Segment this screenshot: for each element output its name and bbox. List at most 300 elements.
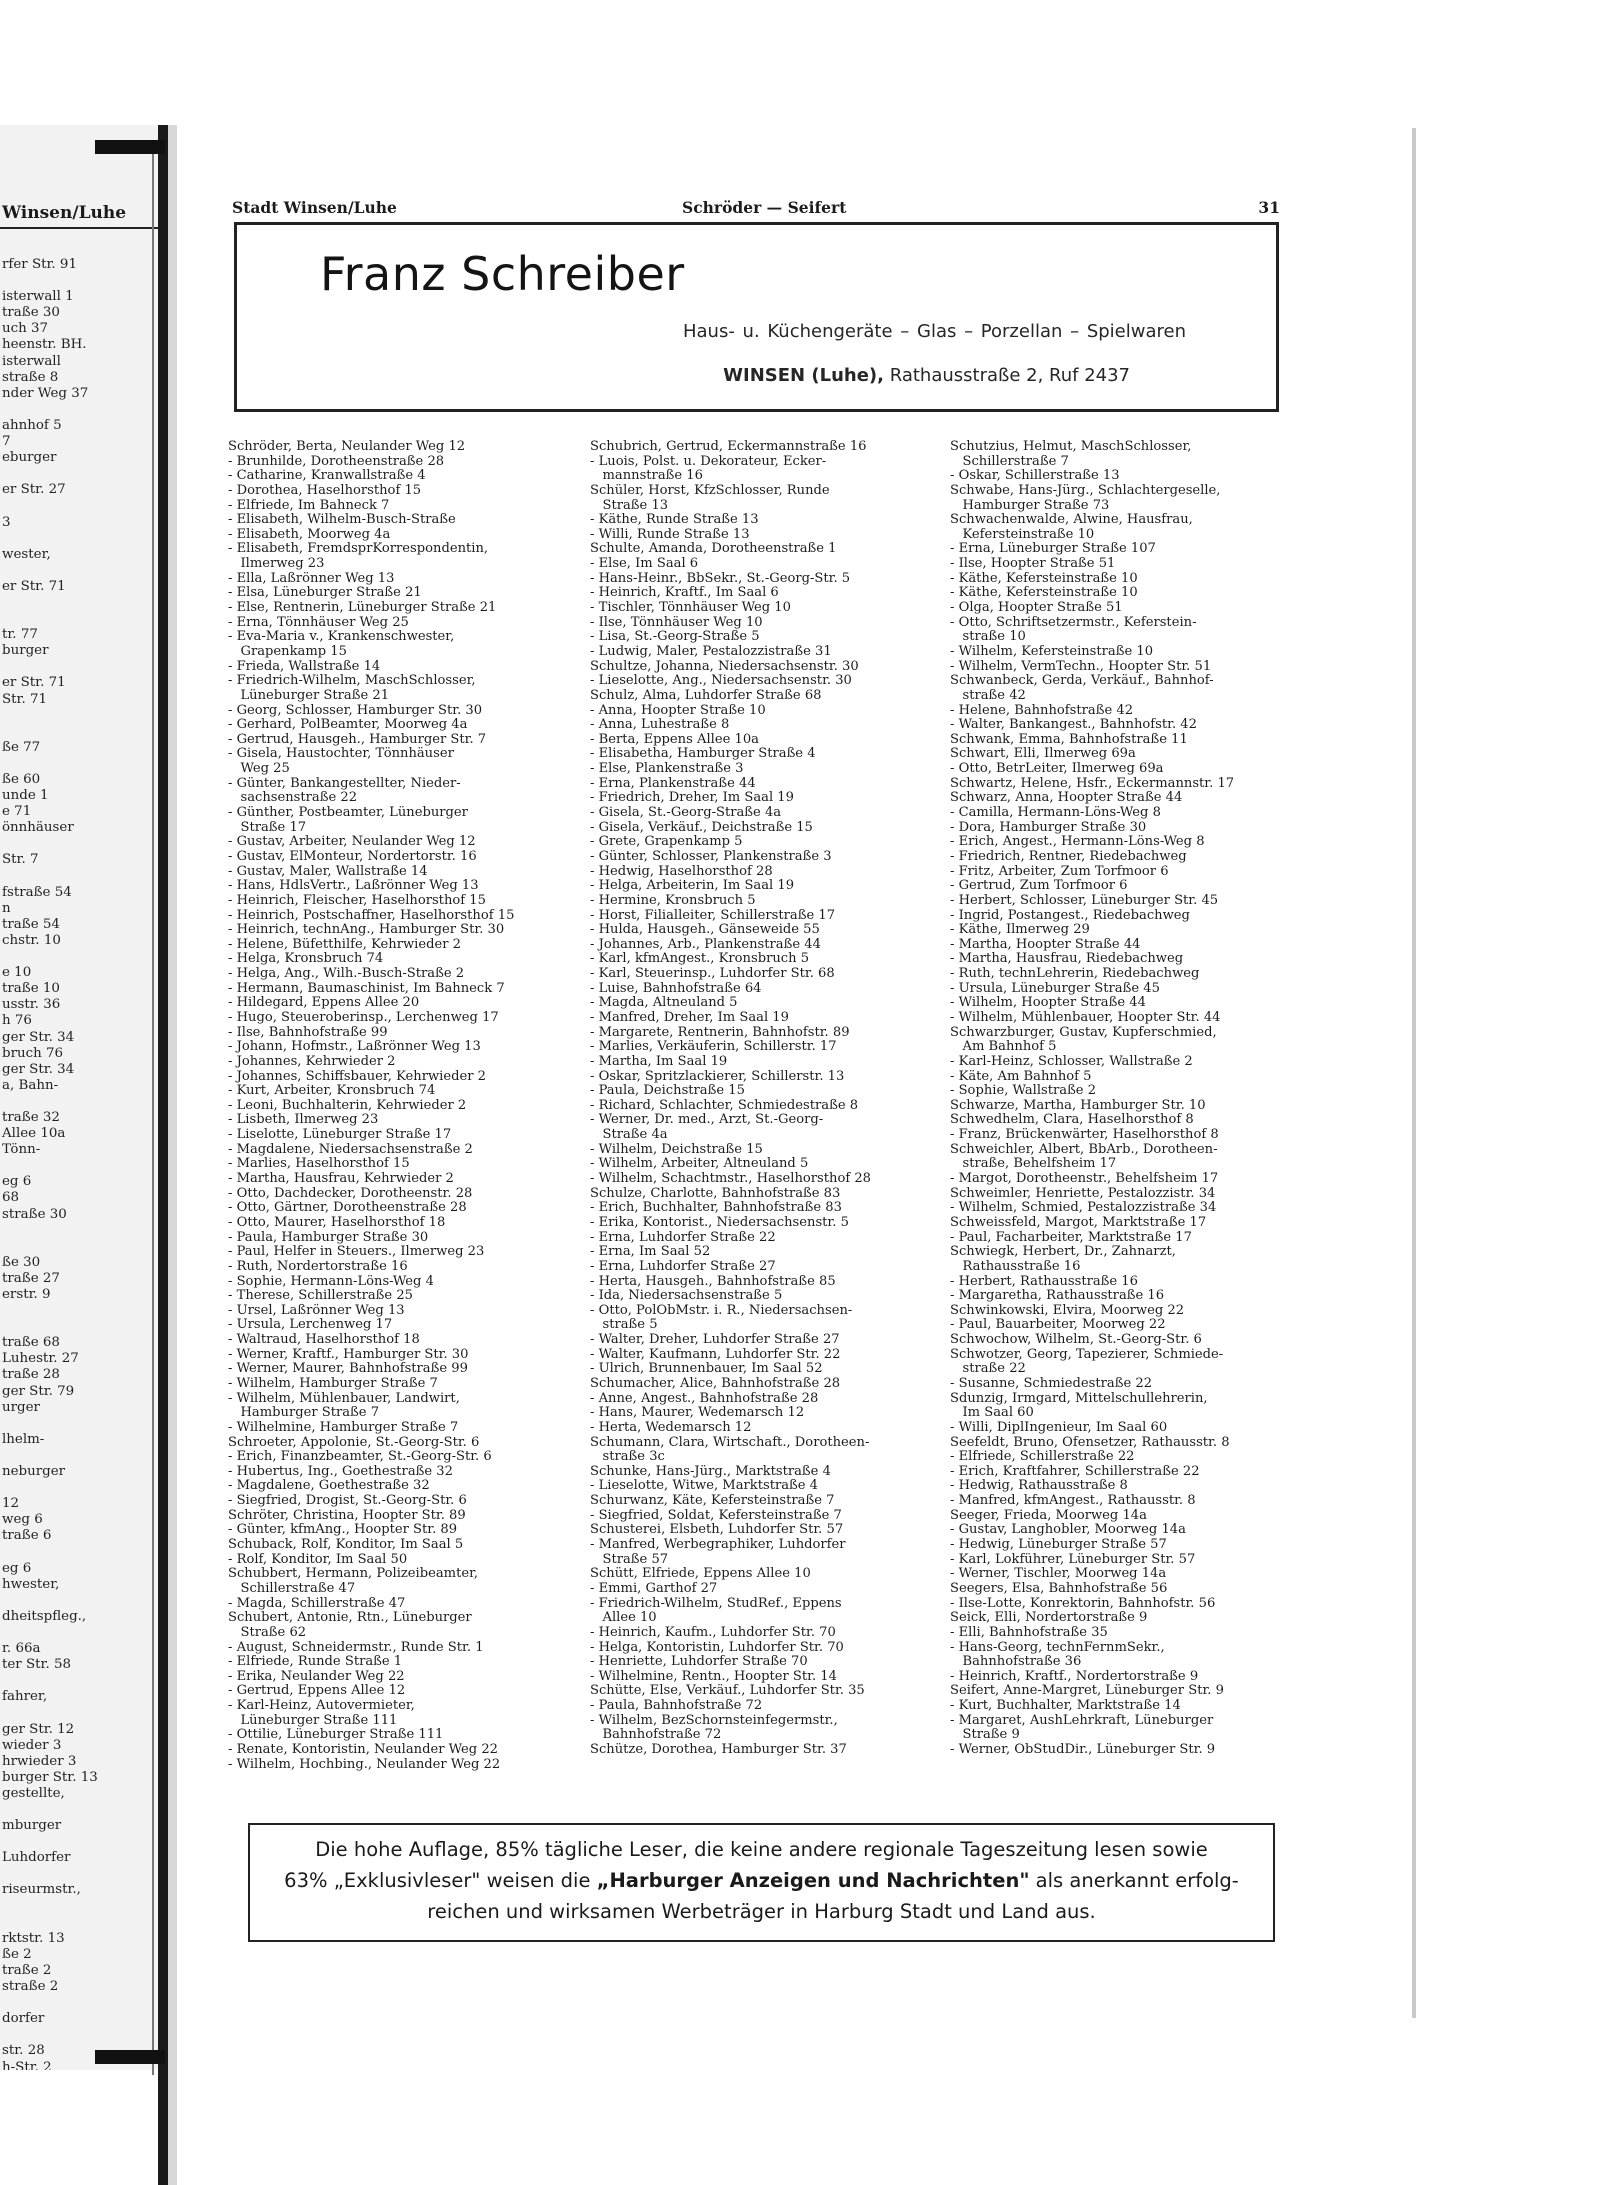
directory-entry: - Karl, Steuerinsp., Luhdorfer Str. 68: [590, 967, 835, 982]
directory-entry: - Tischler, Tönnhäuser Weg 10: [590, 601, 791, 616]
directory-entry: - Fritz, Arbeiter, Zum Torfmoor 6: [950, 864, 1169, 879]
adjacent-page-line: riseurmstr.,: [2, 1882, 81, 1898]
adjacent-page-line: wieder 3: [2, 1737, 62, 1753]
directory-entry: - Käthe, Kefersteinstraße 10: [950, 571, 1138, 586]
directory-entry: Lüneburger Straße 111: [228, 1713, 398, 1728]
adjacent-page-line: eg 6: [2, 1560, 32, 1576]
directory-entry: - Erna, Luhdorfer Straße 27: [590, 1259, 776, 1274]
directory-entry: - Magda, Schillerstraße 47: [228, 1596, 406, 1611]
adjacent-page-line: [2, 1094, 98, 1110]
adjacent-page-line: weg 6: [2, 1512, 43, 1528]
directory-entry: Schwarzburger, Gustav, Kupferschmied,: [950, 1025, 1217, 1040]
directory-entry: - Margaretha, Rathausstraße 16: [950, 1289, 1165, 1304]
directory-entry: sachsenstraße 22: [228, 791, 358, 806]
adjacent-page-line: ger Str. 34: [2, 1029, 75, 1045]
directory-entry: - Camilla, Hermann-Löns-Weg 8: [950, 806, 1161, 821]
directory-entry: - Heinrich, technAng., Hamburger Str. 30: [228, 923, 505, 938]
directory-entry: - Wilhelm, Mühlenbauer, Landwirt,: [228, 1391, 460, 1406]
binding-gutter: [158, 125, 168, 2185]
directory-entry: Schröder, Berta, Neulander Weg 12: [228, 440, 466, 454]
directory-entry: - Hans, Maurer, Wedemarsch 12: [590, 1406, 805, 1421]
directory-entry: - Herta, Hausgeh., Bahnhofstraße 85: [590, 1274, 836, 1289]
directory-entry: - Eva-Maria v., Krankenschwester,: [228, 630, 455, 645]
directory-entry: - Johann, Hofmstr., Laßrönner Weg 13: [228, 1040, 481, 1055]
directory-entry: - Ilse, Hoopter Straße 51: [950, 557, 1116, 572]
directory-entry: - Georg, Schlosser, Hamburger Str. 30: [228, 703, 483, 718]
adjacent-page-line: Tönn-: [2, 1142, 41, 1158]
binding-clip-bottom: [95, 2050, 165, 2064]
directory-entry: - Hedwig, Haselhorsthof 28: [590, 864, 773, 879]
directory-entry: Schwartz, Helene, Hsfr., Eckermannstr. 17: [950, 776, 1235, 791]
ad-products: Haus- u. Küchengeräte – Glas – Porzellan – Spielwaren: [682, 321, 1186, 342]
adjacent-page-line: fahrer,: [2, 1689, 48, 1705]
directory-entry: - Gustav, Arbeiter, Neulander Weg 12: [228, 835, 476, 850]
binding-shadow: [168, 125, 177, 2185]
directory-entry: - Friedrich-Wilhelm, StudRef., Eppens: [590, 1596, 842, 1611]
directory-entry: - Elfriede, Runde Straße 1: [228, 1655, 403, 1670]
adjacent-page-line: str. 28: [2, 2043, 45, 2059]
directory-entry: - Dora, Hamburger Straße 30: [950, 820, 1147, 835]
adjacent-page-line: 3: [2, 514, 11, 530]
directory-column-1: [228, 440, 570, 1772]
directory-entry: Schweissfeld, Margot, Marktstraße 17: [950, 1215, 1207, 1230]
directory-entry: - Wilhelmine, Rentn., Hoopter Str. 14: [590, 1669, 837, 1684]
directory-entry: - Helene, Büfetthilfe, Kehrwieder 2: [228, 937, 461, 952]
directory-entry: - Manfred, Dreher, Im Saal 19: [590, 1010, 789, 1025]
directory-entry: Rathausstraße 16: [950, 1259, 1081, 1274]
adjacent-page-fragment: [0, 125, 158, 2070]
directory-entry: - Ursula, Lüneburger Straße 45: [950, 981, 1160, 996]
directory-entry: Schulz, Alma, Luhdorfer Straße 68: [590, 688, 822, 703]
directory-entry: - Margot, Dorotheenstr., Behelfsheim 17: [950, 1172, 1219, 1187]
directory-entry: - Willi, Runde Straße 13: [590, 527, 750, 542]
adjacent-page-line: [2, 1995, 98, 2011]
directory-entry: - Emmi, Garthof 27: [590, 1581, 718, 1596]
adjacent-page-line: eg 6: [2, 1174, 32, 1190]
directory-entry: - Sophie, Wallstraße 2: [950, 1084, 1097, 1099]
directory-entry: - Ingrid, Postangest., Riedebachweg: [950, 908, 1190, 923]
adjacent-page-line: gestellte,: [2, 1785, 65, 1801]
directory-entry: - Sophie, Hermann-Löns-Weg 4: [228, 1274, 434, 1289]
directory-column-2: [590, 440, 935, 1758]
directory-entry: Schubrich, Gertrud, Eckermannstraße 16: [590, 440, 867, 454]
page-number: 31: [1258, 198, 1280, 217]
directory-entry: - Werner, Maurer, Bahnhofstraße 99: [228, 1362, 468, 1377]
directory-entry: Schwarze, Martha, Hamburger Str. 10: [950, 1098, 1206, 1113]
directory-entry: - Helga, Ang., Wilh.-Busch-Straße 2: [228, 967, 465, 982]
adjacent-page-line: ße 77: [2, 739, 41, 755]
adjacent-page-line: [2, 708, 98, 724]
adjacent-page-line: ahnhof 5: [2, 417, 62, 433]
directory-entry: Straße 57: [590, 1552, 669, 1567]
directory-entry: - Hedwig, Rathausstraße 8: [950, 1479, 1128, 1494]
directory-entry: Straße 9: [950, 1728, 1020, 1743]
directory-entry: - Friedrich-Wilhelm, MaschSchlosser,: [228, 674, 476, 689]
adjacent-page-line: heenstr. BH.: [2, 337, 87, 353]
adjacent-page-line: rfer Str. 91: [2, 257, 77, 272]
directory-entry: - Wilhelmine, Hamburger Straße 7: [228, 1420, 459, 1435]
directory-entry: - Luois, Polst. u. Dekorateur, Ecker-: [590, 454, 827, 469]
directory-entry: Schwart, Elli, Ilmerweg 69a: [950, 747, 1136, 762]
directory-entry: - Günter, kfmAng., Hoopter Str. 89: [228, 1523, 458, 1538]
directory-entry: - Gisela, Haustochter, Tönnhäuser: [228, 747, 454, 762]
adjacent-page-line: [2, 466, 98, 482]
directory-entry: - Wilhelm, Arbeiter, Altneuland 5: [590, 1157, 809, 1172]
directory-entry: - Wilhelm, Kefersteinstraße 10: [950, 644, 1154, 659]
directory-entry: - Paul, Facharbeiter, Marktstraße 17: [950, 1230, 1192, 1245]
directory-entry: - Hans-Georg, technFernmSekr.,: [950, 1640, 1165, 1655]
adjacent-page-line: urger: [2, 1399, 40, 1415]
directory-entry: - Ilse, Tönnhäuser Weg 10: [590, 615, 763, 630]
directory-entry: - Erna, Im Saal 52: [590, 1245, 711, 1260]
adjacent-page-line: e 71: [2, 804, 32, 820]
adjacent-page-line: ße 30: [2, 1254, 41, 1270]
directory-entry: - Helene, Bahnhofstraße 42: [950, 703, 1134, 718]
adjacent-page-line: e 10: [2, 965, 32, 981]
directory-entry: - Karl-Heinz, Schlosser, Wallstraße 2: [950, 1054, 1193, 1069]
directory-entry: Schwachenwalde, Alwine, Hausfrau,: [950, 513, 1193, 528]
directory-entry: - Margarete, Rentnerin, Bahnhofstr. 89: [590, 1025, 850, 1040]
directory-entry: - Olga, Hoopter Straße 51: [950, 601, 1123, 616]
directory-entry: Schwank, Emma, Bahnhofstraße 11: [950, 732, 1188, 747]
adjacent-page-line: ße 2: [2, 1946, 32, 1962]
directory-entry: - Anna, Luhestraße 8: [590, 718, 730, 733]
directory-entry: - Käthe, Ilmerweg 29: [950, 923, 1090, 938]
directory-entry: - Ursel, Laßrönner Weg 13: [228, 1303, 405, 1318]
directory-entry: - Marlies, Haselhorsthof 15: [228, 1157, 410, 1172]
ad-street-phone: Rathausstraße 2, Ruf 2437: [883, 365, 1130, 386]
directory-entry: - Manfred, Werbegraphiker, Luhdorfer: [590, 1538, 846, 1553]
directory-entry: - Wilhelm, Deichstraße 15: [590, 1142, 763, 1157]
directory-entry: - Martha, Hausfrau, Riedebachweg: [950, 952, 1184, 967]
directory-entry: - Gustav, Langhobler, Moorweg 14a: [950, 1523, 1186, 1538]
directory-entry: Schutzius, Helmut, MaschSchlosser,: [950, 440, 1192, 454]
directory-entry: - Hildegard, Eppens Allee 20: [228, 996, 420, 1011]
directory-entry: - Elisabeth, FremdsprKorrespondentin,: [228, 542, 489, 557]
adjacent-page-line: uch 37: [2, 321, 49, 337]
directory-entry: - Walter, Kaufmann, Luhdorfer Str. 22: [590, 1347, 841, 1362]
adjacent-page-line: [2, 611, 98, 627]
adjacent-page-line: rktstr. 13: [2, 1930, 65, 1946]
directory-entry: - Margaret, AushLehrkraft, Lüneburger: [950, 1713, 1214, 1728]
directory-entry: - Käthe, Runde Straße 13: [590, 513, 759, 528]
directory-column-3: [950, 440, 1280, 1758]
directory-entry: straße 22: [950, 1362, 1026, 1377]
adjacent-page-line: neburger: [2, 1464, 66, 1480]
directory-entry: Schurwanz, Käte, Kefersteinstraße 7: [590, 1494, 835, 1509]
adjacent-page-line: [2, 273, 98, 289]
adjacent-page-line: lhelm-: [2, 1431, 45, 1447]
directory-entry: - Berta, Eppens Allee 10a: [590, 732, 759, 747]
adjacent-page-line: [2, 724, 98, 740]
directory-entry: - Elisabeth, Moorweg 4a: [228, 527, 391, 542]
directory-entry: - Wilhelm, Hamburger Straße 7: [228, 1377, 438, 1391]
directory-entry: - Ruth, Nordertorstraße 16: [228, 1259, 408, 1274]
adjacent-page-line: [2, 1416, 98, 1432]
adjacent-page-line: unde 1: [2, 788, 49, 804]
adjacent-page-line: burger Str. 13: [2, 1769, 98, 1785]
directory-entry: - Grete, Grapenkamp 5: [590, 835, 743, 850]
directory-entry: Straße 4a: [590, 1128, 668, 1143]
directory-entry: - Wilhelm, VermTechn., Hoopter Str. 51: [950, 659, 1212, 674]
directory-entry: - Ulrich, Brunnenbauer, Im Saal 52: [590, 1362, 823, 1377]
ad-text-line-2: [250, 1865, 1273, 1896]
adjacent-page-line: [2, 1545, 98, 1561]
adjacent-page-line: [2, 756, 98, 772]
adjacent-page-line: [2, 1705, 98, 1721]
directory-entry: - Martha, Hausfrau, Kehrwieder 2: [228, 1172, 454, 1187]
directory-entry: - Ella, Laßrönner Weg 13: [228, 571, 395, 586]
adjacent-page-line: [2, 1223, 98, 1239]
directory-entry: - August, Schneidermstr., Runde Str. 1: [228, 1640, 484, 1655]
directory-entry: Straße 13: [590, 498, 669, 513]
directory-entry: Schwarz, Anna, Hoopter Straße 44: [950, 791, 1183, 806]
directory-entry: - Elfriede, Im Bahneck 7: [228, 498, 390, 513]
adjacent-page-line: a, Bahn-: [2, 1077, 59, 1093]
directory-entry: - Susanne, Schmiedestraße 22: [950, 1377, 1153, 1391]
directory-entry: - Gisela, Verkäuf., Deichstraße 15: [590, 820, 813, 835]
directory-entry: Schwanbeck, Gerda, Verkäuf., Bahnhof-: [950, 674, 1214, 689]
directory-entry: - Friedrich, Rentner, Riedebachweg: [950, 849, 1187, 864]
directory-entry: Seick, Elli, Nordertorstraße 9: [950, 1611, 1148, 1626]
directory-entry: - Werner, Tischler, Moorweg 14a: [950, 1567, 1167, 1582]
adjacent-page-line: h 76: [2, 1013, 32, 1029]
directory-entry: - Otto, PolObMstr. i. R., Niedersachsen-: [590, 1303, 853, 1318]
adjacent-page-line: [2, 1915, 98, 1931]
adjacent-page-line: [2, 1303, 98, 1319]
adjacent-page-line: önnhäuser: [2, 820, 74, 836]
directory-entry: - Ilse-Lotte, Konrektorin, Bahnhofstr. 56: [950, 1596, 1216, 1611]
adjacent-page-line: [2, 1480, 98, 1496]
directory-entry: - Elisabeth, Wilhelm-Busch-Straße: [228, 513, 456, 528]
advertisement-harburger-anzeigen: [248, 1823, 1275, 1942]
directory-entry: - Lisbeth, Ilmerweg 23: [228, 1113, 379, 1128]
directory-entry: - Hedwig, Lüneburger Straße 57: [950, 1538, 1167, 1553]
binding-clip-top: [95, 140, 165, 154]
directory-entry: - Karl, kfmAngest., Kronsbruch 5: [590, 952, 810, 967]
adjacent-page-line: [2, 1158, 98, 1174]
directory-entry: - Erna, Plankenstraße 44: [590, 776, 756, 791]
adjacent-page-line: er Str. 71: [2, 675, 66, 691]
directory-entry: - Martha, Hoopter Straße 44: [950, 937, 1141, 952]
directory-entry: - Erna, Tönnhäuser Weg 25: [228, 615, 409, 630]
adjacent-page-line: [2, 595, 98, 611]
gutter-line: [152, 145, 154, 2075]
directory-entry: - Ruth, technLehrerin, Riedebachweg: [950, 967, 1200, 982]
directory-entry: Grapenkamp 15: [228, 644, 347, 659]
directory-entry: Allee 10: [590, 1611, 657, 1626]
directory-entry: - Renate, Kontoristin, Neulander Weg 22: [228, 1743, 498, 1758]
directory-entry: - Elfriede, Schillerstraße 22: [950, 1450, 1135, 1465]
directory-entry: - Gustav, Maler, Wallstraße 14: [228, 864, 428, 879]
directory-entry: - Wilhelm, Schmied, Pestalozzistraße 34: [950, 1201, 1217, 1216]
directory-entry: Schweichler, Albert, BbArb., Dorotheen-: [950, 1142, 1218, 1157]
adjacent-page-line: dheitspfleg.,: [2, 1608, 87, 1624]
directory-entry: - Günter, Schlosser, Plankenstraße 3: [590, 849, 832, 864]
directory-entry: - Hulda, Hausgeh., Gänseweide 55: [590, 923, 820, 938]
directory-entry: Schwabe, Hans-Jürg., Schlachtergeselle,: [950, 483, 1221, 498]
directory-entry: - Brunhilde, Dorotheenstraße 28: [228, 454, 445, 469]
directory-entry: - Kurt, Arbeiter, Kronsbruch 74: [228, 1084, 436, 1099]
adjacent-page-line: [2, 1319, 98, 1335]
directory-entry: - Paula, Bahnhofstraße 72: [590, 1699, 763, 1714]
directory-entry: Schwotzer, Georg, Tapezierer, Schmiede-: [950, 1347, 1224, 1362]
adjacent-page-line: bruch 76: [2, 1045, 64, 1061]
directory-entry: - Otto, BetrLeiter, Ilmerweg 69a: [950, 762, 1164, 777]
directory-entry: - Magdalene, Goethestraße 32: [228, 1479, 430, 1494]
directory-entry: straße 3c: [590, 1450, 665, 1465]
directory-entry: Seifert, Anne-Margret, Lüneburger Str. 9: [950, 1684, 1224, 1699]
directory-entry: - Frieda, Wallstraße 14: [228, 659, 381, 674]
directory-entry: - Therese, Schillerstraße 25: [228, 1289, 413, 1304]
directory-entry: - Liselotte, Lüneburger Straße 17: [228, 1128, 452, 1143]
directory-entry: - Else, Plankenstraße 3: [590, 762, 744, 777]
directory-entry: - Erich, Angest., Hermann-Löns-Weg 8: [950, 835, 1205, 850]
directory-entry: Bahnhofstraße 72: [590, 1728, 722, 1743]
directory-entry: - Dorothea, Haselhorsthof 15: [228, 483, 422, 498]
adjacent-page-line: 12: [2, 1496, 20, 1512]
directory-entry: Im Saal 60: [950, 1406, 1034, 1421]
directory-entry: - Gertrud, Eppens Allee 12: [228, 1684, 406, 1699]
directory-entry: Schulte, Amanda, Dorotheenstraße 1: [590, 542, 837, 557]
directory-entry: - Hermine, Kronsbruch 5: [590, 893, 756, 908]
directory-entry: - Günther, Postbeamter, Lüneburger: [228, 806, 468, 821]
directory-entry: straße 10: [950, 630, 1026, 645]
directory-entry: - Manfred, kfmAngest., Rathausstr. 8: [950, 1494, 1196, 1509]
directory-entry: - Elisabetha, Hamburger Straße 4: [590, 747, 816, 762]
adjacent-page-line: r. 66a: [2, 1641, 41, 1657]
directory-entry: - Leoni, Buchhalterin, Kehrwieder 2: [228, 1098, 467, 1113]
adjacent-page-line: chstr. 10: [2, 932, 61, 948]
directory-entry: - Werner, Dr. med., Arzt, St.-Georg-: [590, 1113, 824, 1128]
directory-entry: - Magdalene, Niedersachsenstraße 2: [228, 1142, 473, 1157]
directory-entry: - Erika, Kontorist., Niedersachsenstr. 5: [590, 1215, 849, 1230]
adjacent-page-line: [2, 1239, 98, 1255]
directory-entry: Schroeter, Appolonie, St.-Georg-Str. 6: [228, 1435, 480, 1450]
directory-entry: straße 42: [950, 688, 1026, 703]
adjacent-page-line: [2, 1593, 98, 1609]
adjacent-page-line: [2, 1673, 98, 1689]
adjacent-page-line: h-Str. 2: [2, 2059, 52, 2070]
directory-entry: Hamburger Straße 7: [228, 1406, 380, 1421]
directory-entry: - Catharine, Kranwallstraße 4: [228, 469, 426, 484]
adjacent-page-line: fstraße 54: [2, 884, 72, 900]
adjacent-page-line: [2, 659, 98, 675]
directory-entry: - Kurt, Buchhalter, Marktstraße 14: [950, 1699, 1181, 1714]
adjacent-page-line: [2, 1802, 98, 1818]
directory-entry: Weg 25: [228, 762, 290, 777]
adjacent-page-line: ger Str. 79: [2, 1383, 75, 1399]
directory-entry: Lüneburger Straße 21: [228, 688, 390, 703]
directory-entry: - Helga, Kontoristin, Luhdorfer Str. 70: [590, 1640, 844, 1655]
adjacent-page-line: mburger: [2, 1818, 62, 1834]
directory-entry: - Anna, Hoopter Straße 10: [590, 703, 766, 718]
directory-entry: - Waltraud, Haselhorsthof 18: [228, 1333, 420, 1348]
adjacent-page-line: tr. 77: [2, 627, 38, 643]
directory-entry: - Otto, Gärtner, Dorotheenstraße 28: [228, 1201, 467, 1216]
directory-entry: - Gisela, St.-Georg-Straße 4a: [590, 806, 782, 821]
directory-entry: Seegers, Elsa, Bahnhofstraße 56: [950, 1581, 1168, 1596]
header-city: Stadt Winsen/Luhe: [232, 198, 397, 217]
directory-entry: - Hans-Heinr., BbSekr., St.-Georg-Str. 5: [590, 571, 851, 586]
directory-entry: - Werner, ObStudDir., Lüneburger Str. 9: [950, 1743, 1216, 1758]
directory-entry: - Helga, Arbeiterin, Im Saal 19: [590, 879, 795, 894]
adjacent-page-line: [2, 1899, 98, 1915]
directory-entry: - Johannes, Schiffsbauer, Kehrwieder 2: [228, 1069, 486, 1084]
adjacent-page-line: ter Str. 58: [2, 1657, 71, 1673]
directory-entry: - Wilhelm, Hochbing., Neulander Weg 22: [228, 1757, 501, 1772]
directory-entry: Schillerstraße 7: [950, 454, 1069, 469]
directory-entry: straße 5: [590, 1318, 658, 1333]
directory-entry: - Friedrich, Dreher, Im Saal 19: [590, 791, 794, 806]
directory-entry: Schumacher, Alice, Bahnhofstraße 28: [590, 1377, 841, 1391]
directory-entry: - Gertrud, Hausgeh., Hamburger Str. 7: [228, 732, 487, 747]
directory-entry: - Karl, Lokführer, Lüneburger Str. 57: [950, 1552, 1196, 1567]
directory-entry: - Luise, Bahnhofstraße 64: [590, 981, 762, 996]
directory-entry: - Erna, Lüneburger Straße 107: [950, 542, 1156, 557]
directory-entry: Sdunzig, Irmgard, Mittelschullehrerin,: [950, 1391, 1208, 1406]
directory-entry: - Lieselotte, Witwe, Marktstraße 4: [590, 1479, 819, 1494]
adjacent-page-line: ger Str. 34: [2, 1061, 75, 1077]
adjacent-page-line: ger Str. 12: [2, 1721, 75, 1737]
directory-entry: - Siegfried, Soldat, Kefersteinstraße 7: [590, 1508, 842, 1523]
directory-entry: - Erika, Neulander Weg 22: [228, 1669, 405, 1684]
adjacent-page-line: er Str. 27: [2, 482, 66, 498]
adjacent-page-line: n: [2, 900, 11, 916]
ad-address: [723, 365, 1130, 386]
directory-entry: Schwochow, Wilhelm, St.-Georg-Str. 6: [950, 1333, 1202, 1348]
adjacent-page-line: isterwall 1: [2, 289, 74, 305]
directory-entry: Bahnhofstraße 36: [950, 1655, 1082, 1670]
directory-entry: - Hubertus, Ing., Goethestraße 32: [228, 1464, 453, 1479]
adjacent-page-line: traße 27: [2, 1270, 60, 1286]
directory-entry: Schulze, Charlotte, Bahnhofstraße 83: [590, 1186, 841, 1201]
running-header: [232, 198, 1280, 218]
directory-entry: - Käthe, Kefersteinstraße 10: [950, 586, 1138, 601]
directory-entry: - Heinrich, Postschaffner, Haselhorsthof 15: [228, 908, 515, 923]
directory-entry: - Ludwig, Maler, Pestalozzistraße 31: [590, 644, 832, 659]
directory-entry: - Otto, Dachdecker, Dorotheenstr. 28: [228, 1186, 473, 1201]
adjacent-page-line: straße 30: [2, 1206, 67, 1222]
adjacent-page-line: [2, 836, 98, 852]
directory-entry: - Else, Rentnerin, Lüneburger Straße 21: [228, 601, 497, 616]
adjacent-page-line: burger: [2, 643, 49, 659]
adjacent-page-line: Luhestr. 27: [2, 1351, 79, 1367]
directory-entry: - Heinrich, Fleischer, Haselhorsthof 15: [228, 893, 486, 908]
adjacent-page-line: [2, 2027, 98, 2043]
directory-entry: Am Bahnhof 5: [950, 1040, 1057, 1055]
adjacent-page-line: 68: [2, 1190, 20, 1206]
directory-entry: - Oskar, Spritzlackierer, Schillerstr. 13: [590, 1069, 845, 1084]
directory-entry: - Otto, Schriftsetzermstr., Keferstein-: [950, 615, 1197, 630]
adjacent-page-line: [2, 531, 98, 547]
adjacent-page-line: traße 30: [2, 305, 60, 321]
directory-entry: - Erich, Kraftfahrer, Schillerstraße 22: [950, 1464, 1200, 1479]
directory-entry: - Heinrich, Kraftf., Im Saal 6: [590, 586, 779, 601]
directory-entry: - Paul, Helfer in Steuers., Ilmerweg 23: [228, 1245, 485, 1260]
directory-entry: - Franz, Brückenwärter, Haselhorsthof 8: [950, 1128, 1219, 1143]
adjacent-page-line: [2, 949, 98, 965]
adjacent-page-line: traße 32: [2, 1109, 60, 1125]
directory-entry: - Heinrich, Kraftf., Nordertorstraße 9: [950, 1669, 1199, 1684]
adjacent-page-line: [2, 563, 98, 579]
directory-entry: - Käte, Am Bahnhof 5: [950, 1069, 1092, 1084]
adjacent-page-line: traße 2: [2, 1962, 52, 1978]
adjacent-page-line: [2, 1834, 98, 1850]
ad-city: WINSEN (Luhe),: [723, 365, 884, 386]
directory-entry: Schultze, Johanna, Niedersachsenstr. 30: [590, 659, 859, 674]
directory-entry: Hamburger Straße 73: [950, 498, 1110, 513]
